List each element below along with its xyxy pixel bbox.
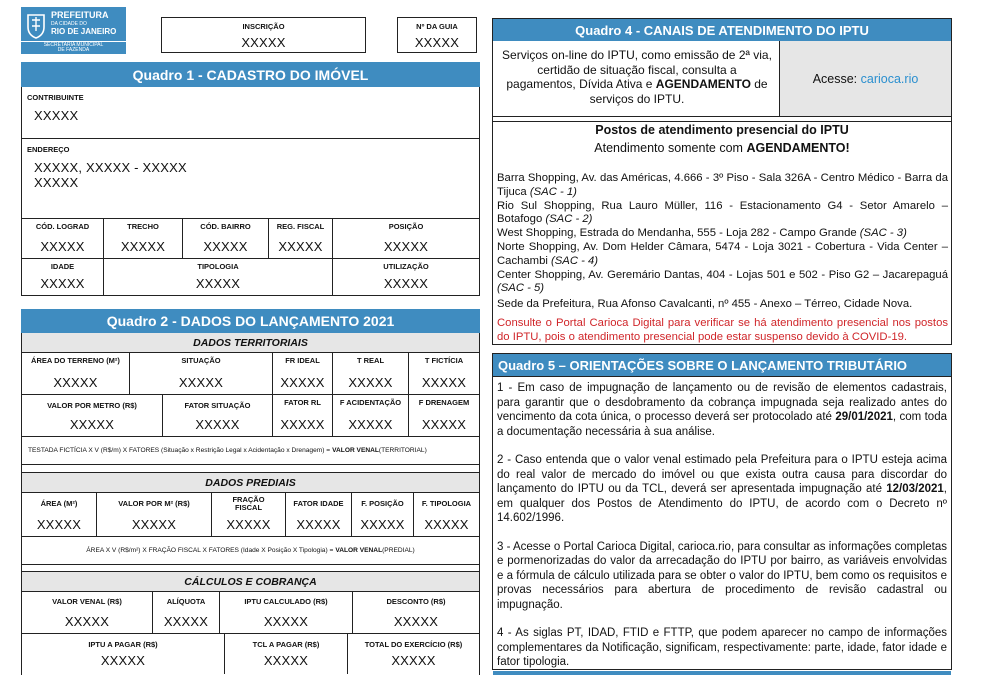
area-cell xyxy=(22,493,97,537)
tcl-pagar-label: TCL A PAGAR (R$) xyxy=(252,640,320,649)
valor-m2-value: XXXXX xyxy=(131,517,177,532)
reg-fiscal-value: XXXXX xyxy=(278,239,323,254)
desconto-value: XXXXX xyxy=(393,614,439,629)
total-exercicio-value: XXXXX xyxy=(391,653,436,668)
item1-date: 29/01/2021 xyxy=(835,411,893,423)
formula-predial-prefix: ÁREA X V (R$/m²) X FRAÇÃO FISCAL X FATORES (Idade X Posição X Tipologia) = xyxy=(86,547,334,554)
posto-text: Norte Shopping, Av. Dom Helder Câmara, 5474 - Loja 3021 - Cobertura - Vida Center – Cachambi xyxy=(497,240,948,267)
fator-idade-cell xyxy=(286,493,352,537)
endereco-line1: XXXXX, XXXXX - XXXXX xyxy=(34,160,187,175)
valor-venal-value: XXXXX xyxy=(64,614,110,629)
postos-list xyxy=(497,172,948,345)
aliquota-value: XXXXX xyxy=(163,614,209,629)
fr-ideal-cell xyxy=(273,353,333,395)
logo-line5: DE FAZENDA xyxy=(57,47,90,53)
valor-venal-cell xyxy=(22,592,153,634)
posto-code: (SAC - 1) xyxy=(529,185,577,198)
iptu-pagar-label: IPTU A PAGAR (R$) xyxy=(88,640,158,649)
contribuinte-value: XXXXX xyxy=(34,108,79,123)
idade-label: IDADE xyxy=(50,262,75,271)
list-item xyxy=(497,241,948,269)
endereco-cell xyxy=(22,139,479,219)
city-crest-icon xyxy=(25,11,47,39)
fator-rl-label: FATOR RL xyxy=(284,398,321,407)
quadro5-content xyxy=(497,381,947,670)
posto-text: Sede da Prefeitura, Rua Afonso Cavalcanti, nº 455 - Anexo – Térreo, Cidade Nova. xyxy=(497,298,913,311)
f-acidentacao-value: XXXXX xyxy=(348,417,393,432)
utilizacao-value: XXXXX xyxy=(383,276,429,291)
online-services-text xyxy=(501,48,773,106)
quadro2-header: Quadro 2 - DADOS DO LANÇAMENTO 2021 xyxy=(21,309,480,333)
area-label: ÁREA (M²) xyxy=(40,499,78,508)
f-posicao-cell xyxy=(352,493,414,537)
fator-situacao-value: XXXXX xyxy=(195,417,240,432)
trecho-value: XXXXX xyxy=(120,239,166,254)
quadro1-header: Quadro 1 - CADASTRO DO IMÓVEL xyxy=(21,62,480,87)
posto-code: (SAC - 2) xyxy=(545,213,593,226)
logo-line3: RIO DE JANEIRO xyxy=(51,27,117,36)
f-acidentacao-label: F ACIDENTAÇÃO xyxy=(339,398,402,407)
iptu-pagar-value: XXXXX xyxy=(100,653,146,668)
situacao-cell xyxy=(130,353,273,395)
f-drenagem-value: XXXXX xyxy=(421,417,467,432)
posto-code: (SAC - 5) xyxy=(497,282,545,295)
list-item xyxy=(497,298,948,312)
total-exercicio-label: TOTAL DO EXERCÍCIO (R$) xyxy=(364,640,463,649)
t-real-value: XXXXX xyxy=(348,375,393,390)
postos-subtitle-bold: AGENDAMENTO! xyxy=(746,141,850,155)
situacao-label: SITUAÇÃO xyxy=(181,356,221,365)
posto-code: (SAC - 3) xyxy=(859,227,907,240)
inscricao-label: INSCRIÇÃO xyxy=(242,22,285,31)
area-value: XXXXX xyxy=(36,517,82,532)
quadro4-header: Quadro 4 - CANAIS DE ATENDIMENTO DO IPTU xyxy=(493,19,951,41)
iptu-calculado-value: XXXXX xyxy=(263,614,309,629)
fracao-fiscal-cell xyxy=(212,493,286,537)
idade-cell xyxy=(22,259,104,295)
territoriais-title: DADOS TERRITORIAIS xyxy=(22,333,479,352)
idade-value: XXXXX xyxy=(40,276,85,291)
posicao-cell xyxy=(333,219,479,259)
fator-situacao-cell xyxy=(163,395,273,437)
next-quadro-edge xyxy=(493,671,951,675)
tipologia-cell xyxy=(104,259,333,295)
item2-date: 12/03/2021 xyxy=(886,483,944,495)
formula-predial-suffix: (PREDIAL) xyxy=(382,547,415,554)
online-services-box xyxy=(493,41,951,117)
reg-fiscal-cell xyxy=(269,219,333,259)
online-text-1: Serviços on-line do IPTU, como emissão de 2ª via, certidão de situação fiscal, consulta a pagamentos, Dívida Ativa e xyxy=(502,48,772,91)
contribuinte-cell xyxy=(22,87,479,139)
guia-box xyxy=(397,17,477,53)
cod-lograd-label: CÓD. LOGRAD xyxy=(35,222,90,231)
fracao-fiscal-label: FRAÇÃO FISCAL xyxy=(232,495,265,512)
formula-territorial xyxy=(22,437,479,465)
formula-territorial-prefix: TESTADA FICTÍCIA X V (R$/m) X FATORES (Situação x Restrição Legal x Acidentação x Drenagem) = xyxy=(28,447,331,454)
covid-warning: Consulte o Portal Carioca Digital para verificar se há atendimento presencial nos postos do IPTU, pois o atendimento presencial pode estar suspenso devido à COVID-19. xyxy=(497,316,948,343)
inscricao-value: XXXXX xyxy=(241,35,286,50)
orientacao-item-1 xyxy=(497,381,947,439)
prediais-title: DADOS PREDIAIS xyxy=(22,473,479,492)
logo-line4: SECRETARIA MUNICIPAL xyxy=(43,42,104,48)
endereco-label: ENDEREÇO xyxy=(27,145,70,154)
t-ficticia-value: XXXXX xyxy=(421,375,467,390)
fator-idade-value: XXXXX xyxy=(296,517,341,532)
area-terreno-value: XXXXX xyxy=(53,375,98,390)
t-ficticia-cell xyxy=(409,353,479,395)
postos-title: Postos de atendimento presencial do IPTU xyxy=(595,123,849,137)
f-posicao-value: XXXXX xyxy=(360,517,405,532)
list-item xyxy=(497,227,948,241)
fator-situacao-label: FATOR SITUAÇÃO xyxy=(184,401,251,410)
tcl-pagar-cell xyxy=(225,634,348,674)
tipologia-label: TIPOLOGIA xyxy=(197,262,239,271)
f-tipologia-cell xyxy=(414,493,479,537)
item1-text: 1 - Em caso de impugnação de lançamento ou de revisão de elementos cadastrais, para garantir que o desdobramento da cobrança impugnada seja realizado antes do vencimento da cota única, o processo deverá ser protocolado até xyxy=(497,382,947,423)
tcl-pagar-value: XXXXX xyxy=(263,653,309,668)
formula-predial-bold: VALOR VENAL xyxy=(335,547,383,554)
valor-m2-label: VALOR POR M² (R$) xyxy=(118,499,190,508)
posto-text: Barra Shopping, Av. das Américas, 4.666 - 3º Piso - Sala 326A - Centro Médico - Barra da Tijuca xyxy=(497,172,948,198)
cod-bairro-value: XXXXX xyxy=(203,239,248,254)
inscricao-box xyxy=(161,17,366,53)
item2-text: 2 - Caso entenda que o valor venal estimado pela Prefeitura para o IPTU esteja acima do real valor de mercado do imóvel ou que exista outra causa para discordar do lançamento do IPTU ou da TCL, deverá ser apresentada impugnação até xyxy=(497,454,947,495)
fr-ideal-value: XXXXX xyxy=(280,375,325,390)
fracao-fiscal-value: XXXXX xyxy=(226,517,271,532)
formula-territorial-suffix: (TERRITORIAL) xyxy=(378,447,427,454)
posto-text: West Shopping, Estrada do Mendanha, 555 - Loja 282 - Campo Grande xyxy=(497,227,860,240)
orientacao-item-4: 4 - As siglas PT, IDAD, FTID e FTTP, que podem aparecer no campo de informações complementares da Notificação, significam, respectivamente: parte, idade, fator idade e fator tipologia. xyxy=(497,627,947,668)
trecho-label: TRECHO xyxy=(127,222,159,231)
f-tipologia-label: F. TIPOLOGIA xyxy=(421,499,472,508)
area-terreno-cell xyxy=(22,353,130,395)
fator-rl-cell xyxy=(273,395,333,437)
situacao-value: XXXXX xyxy=(178,375,224,390)
posicao-label: POSIÇÃO xyxy=(388,222,424,231)
total-exercicio-cell xyxy=(348,634,479,674)
cod-lograd-value: XXXXX xyxy=(40,239,85,254)
prefeitura-logo xyxy=(21,7,126,54)
f-drenagem-label: F DRENAGEM xyxy=(418,398,470,407)
aliquota-label: ALÍQUOTA xyxy=(166,597,206,606)
guia-value: XXXXX xyxy=(414,35,460,50)
item2-text-end: , em qualquer dos Postos de Atendimento do IPTU, de acordo com o Decreto nº 14.602/1996. xyxy=(497,483,947,524)
list-item xyxy=(497,172,948,200)
item1-text-end: , com toda a documentação necessária à sua análise. xyxy=(497,411,947,438)
posto-code: (SAC - 4) xyxy=(551,254,599,267)
trecho-cell xyxy=(104,219,183,259)
iptu-calculado-cell xyxy=(220,592,353,634)
online-text-bold: AGENDAMENTO xyxy=(655,77,751,91)
valor-venal-label: VALOR VENAL (R$) xyxy=(52,597,122,606)
valor-m2-cell xyxy=(97,493,212,537)
fr-ideal-label: FR IDEAL xyxy=(285,356,320,365)
orientacao-item-2 xyxy=(497,453,947,526)
valor-metro-cell xyxy=(22,395,163,437)
iptu-calculado-label: IPTU CALCULADO (R$) xyxy=(244,597,328,606)
fator-rl-value: XXXXX xyxy=(280,417,325,432)
tipologia-value: XXXXX xyxy=(195,276,241,291)
quadro5-header: Quadro 5 – ORIENTAÇÕES SOBRE O LANÇAMENTO TRIBUTÁRIO xyxy=(493,354,951,376)
f-tipologia-value: XXXXX xyxy=(424,517,469,532)
utilizacao-cell xyxy=(333,259,479,295)
aliquota-cell xyxy=(153,592,220,634)
guia-label: Nº DA GUIA xyxy=(416,22,458,31)
list-item xyxy=(497,200,948,228)
utilizacao-label: UTILIZAÇÃO xyxy=(383,262,429,271)
logo-line2: DA CIDADE DO xyxy=(51,21,87,27)
formula-predial xyxy=(22,537,479,565)
cod-lograd-cell xyxy=(22,219,104,259)
carioca-rio-link[interactable]: carioca.rio xyxy=(860,71,919,86)
valor-metro-label: VALOR POR METRO (R$) xyxy=(47,401,137,410)
posicao-value: XXXXX xyxy=(383,239,429,254)
valor-metro-value: XXXXX xyxy=(69,417,115,432)
reg-fiscal-label: REG. FISCAL xyxy=(276,222,325,231)
endereco-line2: XXXXX xyxy=(34,175,79,190)
formula-territorial-bold: VALOR VENAL xyxy=(332,447,379,454)
f-posicao-label: F. POSIÇÃO xyxy=(361,499,404,508)
quadro2-body xyxy=(21,333,480,675)
quadro1-body xyxy=(21,87,480,296)
fator-idade-label: FATOR IDADE xyxy=(293,499,344,508)
acesse-box xyxy=(779,41,951,116)
acesse-label: Acesse: xyxy=(812,71,858,86)
list-item xyxy=(497,269,948,297)
cod-bairro-label: CÓD. BAIRRO xyxy=(200,222,251,231)
logo-line1: PREFEITURA xyxy=(51,10,109,20)
desconto-cell xyxy=(353,592,479,634)
t-real-label: T REAL xyxy=(356,356,385,365)
cod-bairro-cell xyxy=(183,219,269,259)
desconto-label: DESCONTO (R$) xyxy=(386,597,446,606)
orientacao-item-3: 3 - Acesse o Portal Carioca Digital, carioca.rio, para consultar as informações completas e pormenorizadas do valor da arrecadação do IPTU por bairro, as variáveis envolvidas e a fórmula de cálculo utilizada para se obter o valor do IPTU, bem como os requisitos e provas necessários para abertura de procedimento de revisão cadastral ou impugnação. xyxy=(497,540,947,611)
contribuinte-label: CONTRIBUINTE xyxy=(27,93,84,102)
t-ficticia-label: T FICTÍCIA xyxy=(424,356,464,365)
calculos-title: CÁLCULOS E COBRANÇA xyxy=(22,572,479,591)
posto-text: Rio Sul Shopping, Rua Lauro Müller, 116 - Estacionamento G4 - Setor Amarelo – Botafogo xyxy=(497,199,948,226)
postos-subtitle xyxy=(493,141,951,155)
online-text-2: de serviços do IPTU. xyxy=(589,77,768,106)
area-terreno-label: ÁREA DO TERRENO (M²) xyxy=(31,356,120,365)
f-acidentacao-cell xyxy=(333,395,409,437)
iptu-pagar-cell xyxy=(22,634,225,674)
t-real-cell xyxy=(333,353,409,395)
posto-text: Center Shopping, Av. Geremário Dantas, 404 - Lojas 501 e 502 - Piso G2 – Jacarepaguá xyxy=(497,268,948,281)
f-drenagem-cell xyxy=(409,395,479,437)
postos-subtitle-text: Atendimento somente com xyxy=(594,141,747,155)
